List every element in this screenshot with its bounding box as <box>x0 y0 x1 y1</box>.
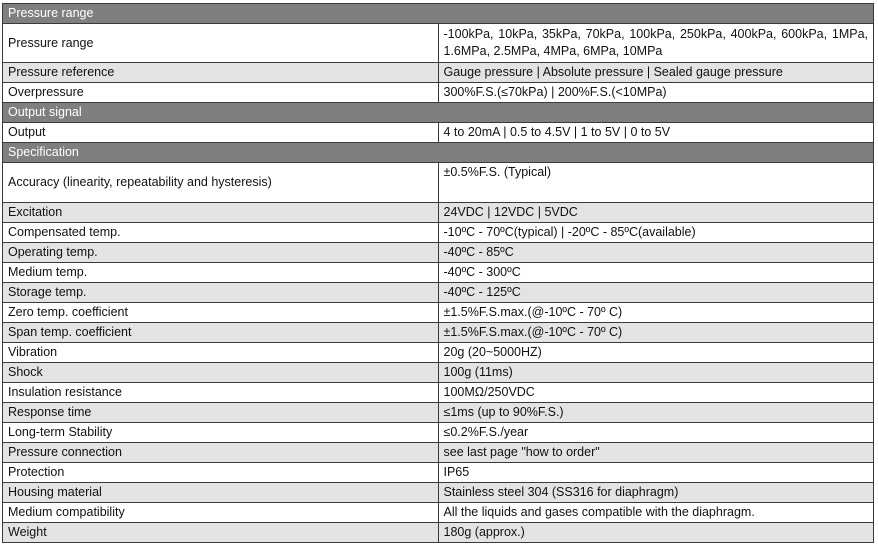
row-label: Accuracy (linearity, repeatability and hysteresis) <box>3 163 439 203</box>
table-row-zero-temp-coefficient <box>3 303 874 323</box>
row-label: Compensated temp. <box>3 223 439 243</box>
section-header-output-signal <box>3 103 874 123</box>
table-row-medium-temp <box>3 263 874 283</box>
section-header-pressure-range <box>3 4 874 24</box>
row-value: ±1.5%F.S.max.(@-10ºC - 70º C) <box>438 323 874 343</box>
table-row-storage-temp <box>3 283 874 303</box>
section-header-specification <box>3 143 874 163</box>
row-label: Overpressure <box>3 83 439 103</box>
table-row-insulation-resistance <box>3 383 874 403</box>
row-value: see last page "how to order" <box>438 443 874 463</box>
table-row-accuracy <box>3 163 874 203</box>
table-row-overpressure <box>3 83 874 103</box>
row-label: Weight <box>3 523 439 543</box>
row-value: ≤1ms (up to 90%F.S.) <box>438 403 874 423</box>
row-value: IP65 <box>438 463 874 483</box>
row-value: All the liquids and gases compatible with the diaphragm. <box>438 503 874 523</box>
row-value: 100g (11ms) <box>438 363 874 383</box>
row-value: ≤0.2%F.S./year <box>438 423 874 443</box>
section-title: Pressure range <box>3 4 874 24</box>
row-label: Response time <box>3 403 439 423</box>
row-value: -40ºC - 85ºC <box>438 243 874 263</box>
specification-table <box>2 3 874 543</box>
table-row-vibration <box>3 343 874 363</box>
table-row-pressure-connection <box>3 443 874 463</box>
row-label: Zero temp. coefficient <box>3 303 439 323</box>
section-title: Output signal <box>3 103 874 123</box>
row-label: Vibration <box>3 343 439 363</box>
table-row-pressure-reference <box>3 63 874 83</box>
row-label: Long-term Stability <box>3 423 439 443</box>
row-value: ±1.5%F.S.max.(@-10ºC - 70º C) <box>438 303 874 323</box>
row-value: ±0.5%F.S. (Typical) <box>438 163 874 203</box>
row-value: -100kPa, 10kPa, 35kPa, 70kPa, 100kPa, 250kPa, 400kPa, 600kPa, 1MPa, 1.6MPa, 2.5MPa, 4MPa, 6MPa, 10MPa <box>438 24 874 63</box>
row-label: Protection <box>3 463 439 483</box>
table-row-weight <box>3 523 874 543</box>
table-row-shock <box>3 363 874 383</box>
row-label: Storage temp. <box>3 283 439 303</box>
section-title: Specification <box>3 143 874 163</box>
table-row-span-temp-coefficient <box>3 323 874 343</box>
row-label: Span temp. coefficient <box>3 323 439 343</box>
row-label: Operating temp. <box>3 243 439 263</box>
table-row-compensated-temp <box>3 223 874 243</box>
row-label: Insulation resistance <box>3 383 439 403</box>
table-row-operating-temp <box>3 243 874 263</box>
row-label: Shock <box>3 363 439 383</box>
row-label: Excitation <box>3 203 439 223</box>
table-row-medium-compatibility <box>3 503 874 523</box>
row-value: -40ºC - 125ºC <box>438 283 874 303</box>
spec-sheet <box>2 3 874 543</box>
row-value: -40ºC - 300ºC <box>438 263 874 283</box>
table-row-output <box>3 123 874 143</box>
table-row-response-time <box>3 403 874 423</box>
table-row-pressure-range <box>3 24 874 63</box>
row-label: Medium compatibility <box>3 503 439 523</box>
row-value: 4 to 20mA | 0.5 to 4.5V | 1 to 5V | 0 to 5V <box>438 123 874 143</box>
table-row-long-term-stability <box>3 423 874 443</box>
row-label: Pressure reference <box>3 63 439 83</box>
row-value: 300%F.S.(≤70kPa) | 200%F.S.(<10MPa) <box>438 83 874 103</box>
row-label: Output <box>3 123 439 143</box>
table-row-protection <box>3 463 874 483</box>
table-row-excitation <box>3 203 874 223</box>
row-value: Gauge pressure | Absolute pressure | Sealed gauge pressure <box>438 63 874 83</box>
row-value: 20g (20~5000HZ) <box>438 343 874 363</box>
row-label: Medium temp. <box>3 263 439 283</box>
row-label: Pressure connection <box>3 443 439 463</box>
row-value: 100MΩ/250VDC <box>438 383 874 403</box>
row-label: Pressure range <box>3 24 439 63</box>
table-row-housing-material <box>3 483 874 503</box>
row-value: 24VDC | 12VDC | 5VDC <box>438 203 874 223</box>
row-value: -10ºC - 70ºC(typical) | -20ºC - 85ºC(available) <box>438 223 874 243</box>
row-value: 180g (approx.) <box>438 523 874 543</box>
row-value: Stainless steel 304 (SS316 for diaphragm) <box>438 483 874 503</box>
row-label: Housing material <box>3 483 439 503</box>
